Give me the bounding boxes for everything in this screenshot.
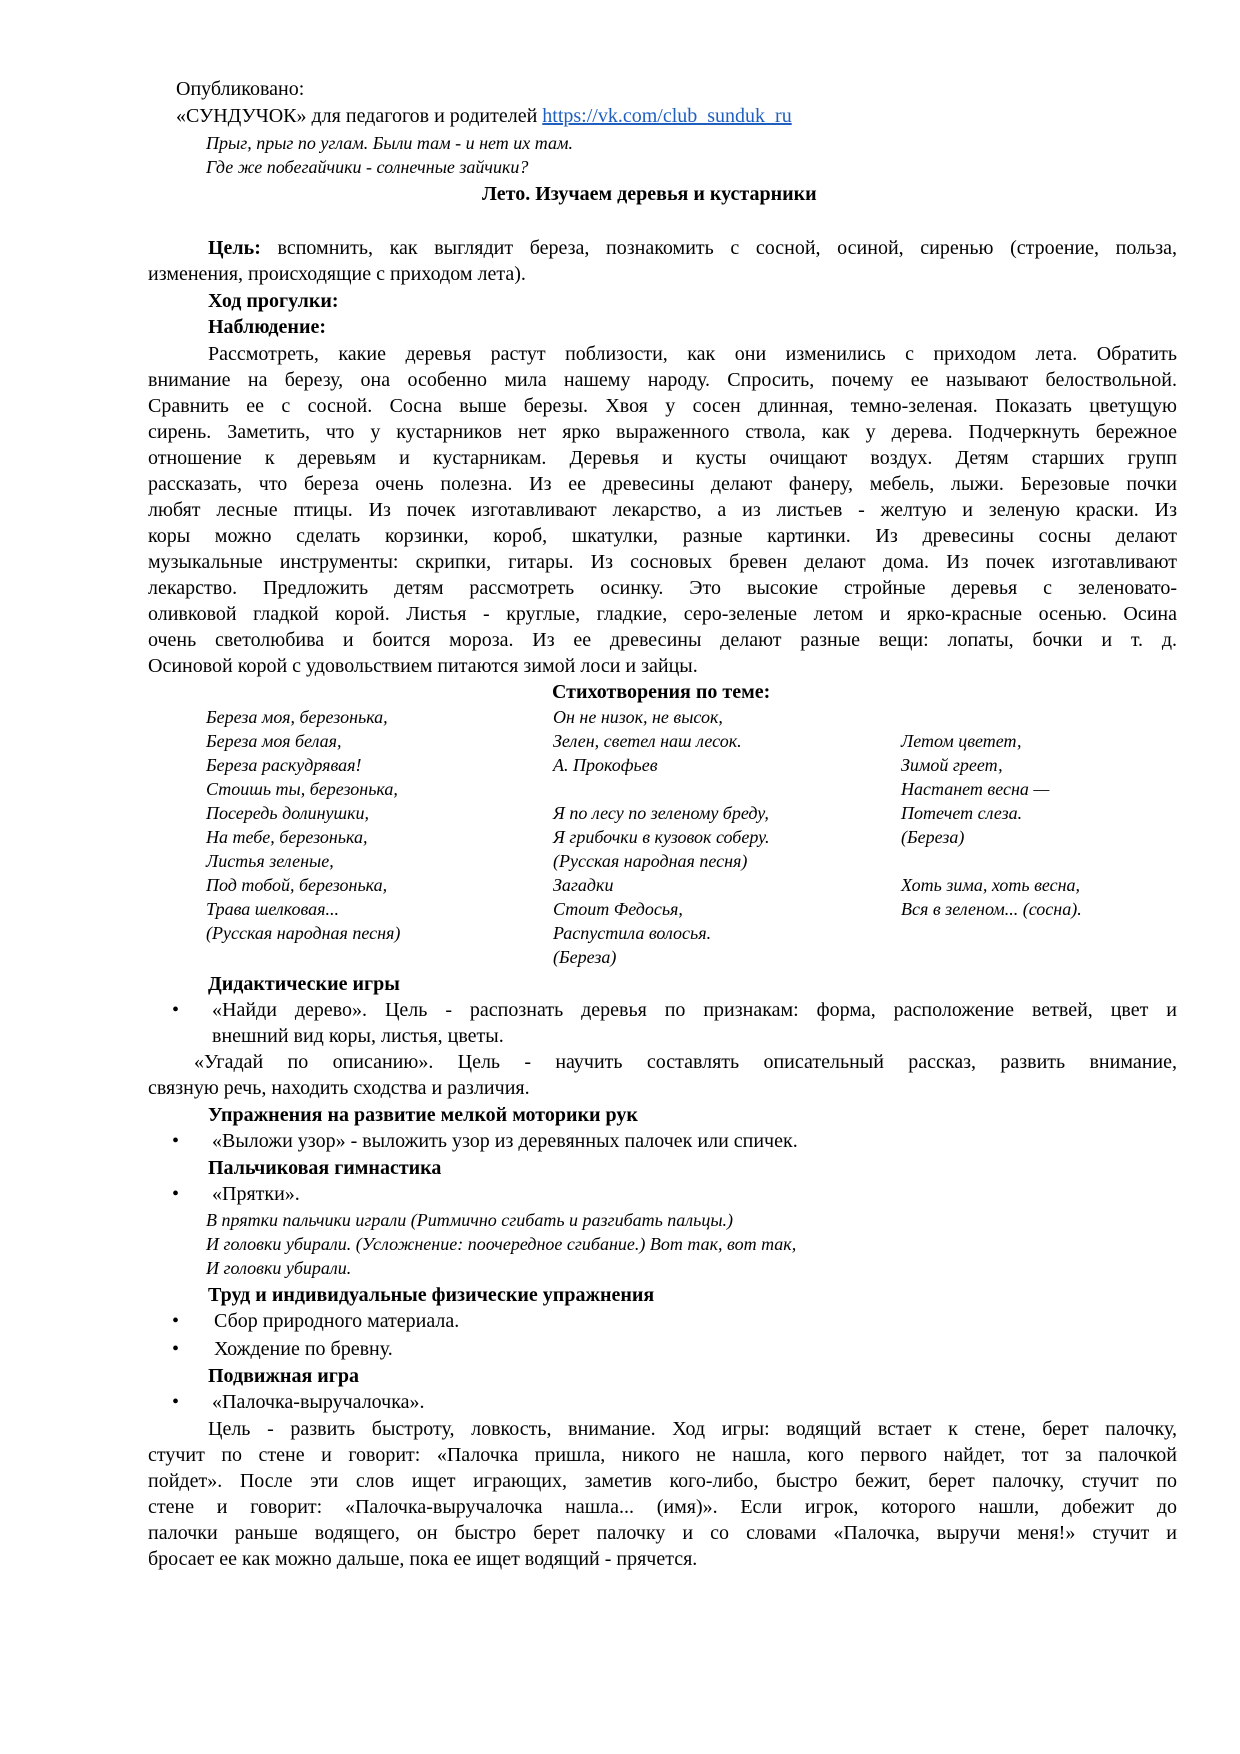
labor-item: Хождение по бревну. [214, 1338, 393, 1360]
goal-text-1: вспомнить, как выглядит береза, познакомить с сосной, осиной, сиренью (строение, польза, [277, 237, 1177, 259]
finger-line: В прятки пальчики играли (Ритмично сгибать и разгибать пальцы.) [206, 1210, 734, 1230]
finger-heading: Пальчиковая гимнастика [208, 1157, 442, 1179]
poem-line: Я грибочки в кузовок соберу. [553, 827, 770, 847]
observation-heading: Наблюдение: [208, 316, 326, 338]
bullet-icon: • [172, 999, 180, 1021]
poem-line: Листья зеленые, [206, 851, 334, 871]
poem-line: На тебе, березонька, [206, 827, 368, 847]
observation-line: очень светолюбива и боится мороза. Из ее древесины делают разные вещи: лопаты, бочки и т. д. [148, 629, 1177, 651]
poem-line: Зелен, светел наш лесок. [553, 731, 742, 751]
labor-heading: Труд и индивидуальные физические упражнения [208, 1284, 655, 1306]
observation-line: коры можно сделать корзинки, короб, шкатулки, разные картинки. Из древесины сосны делают [148, 525, 1177, 547]
poem-line: Он не низок, не высок, [553, 707, 723, 727]
poems-heading: Стихотворения по теме: [552, 681, 771, 703]
source-link[interactable]: https://vk.com/club_sunduk_ru [542, 105, 792, 127]
poem-line: Распустила волосья. [553, 923, 712, 943]
published-label: Опубликовано: [176, 78, 305, 100]
riddle-answer: (Береза) [901, 827, 965, 847]
game-line: палочки раньше водящего, он быстро берет палочку и со словами «Палочка, выручи меня!» стучит и [148, 1522, 1177, 1544]
observation-line: Рассмотреть, какие деревья растут поблизости, как они изменились с приходом лета. Обратить [208, 343, 1177, 365]
observation-line: отношение к деревьям и кустарникам. Деревья и кусты очищают воздух. Детям старших групп [148, 447, 1177, 469]
page-title: Лето. Изучаем деревья и кустарники [482, 183, 817, 205]
observation-line: оливковой гладкой корой. Листья - круглые, гладкие, серо-зеленые летом и ярко-красные осенью. Осина [148, 603, 1177, 625]
motor-item: «Выложи узор» - выложить узор из деревянных палочек или спичек. [212, 1130, 798, 1152]
game-line: бросает ее как можно дальше, пока ее ищет водящий - прячется. [148, 1548, 698, 1570]
poem-line: Стоит Федосья, [553, 899, 683, 919]
game-line: стене и говорит: «Палочка-выручалочка нашла... (имя)». Если игрок, которого нашли, добежит до [148, 1496, 1177, 1518]
bullet-icon: • [172, 1130, 180, 1152]
observation-line: лекарство. Предложить детям рассмотреть осинку. Это высокие стройные деревья с зеленовато- [148, 577, 1177, 599]
observation-line: сирень. Заметить, что у кустарников нет ярко выраженного ствола, как у дерева. Подчеркнуть бережное [148, 421, 1177, 443]
poem-line: Я по лесу по зеленому бреду, [553, 803, 769, 823]
riddle-line-1: Прыг, прыг по углам. Были там - и нет их там. [206, 133, 573, 153]
poem-line: Посередь долинушки, [206, 803, 370, 823]
poem-line: Стоишь ты, березонька, [206, 779, 398, 799]
poem-line: Под тобой, березонька, [206, 875, 388, 895]
poem-source: (Русская народная песня) [553, 851, 748, 871]
poem-line: Вся в зеленом... (сосна). [901, 899, 1082, 919]
goal-line-2: изменения, происходящие с приходом лета). [148, 263, 526, 285]
poem-line: Настанет весна — [901, 779, 1050, 799]
observation-line: Осиновой корой с удовольствием питаются зимой лоси и зайцы. [148, 655, 698, 677]
observation-line: музыкальные инструменты: скрипки, гитары. Из сосновых бревен делают дома. Из почек изготавливают [148, 551, 1177, 573]
finger-item: «Прятки». [212, 1183, 300, 1205]
riddles-label: Загадки [553, 875, 614, 895]
didactic-item-line-1: «Найди дерево». Цель - распознать деревья по признакам: форма, расположение ветвей, цвет и [212, 999, 1177, 1021]
bullet-icon: • [172, 1391, 180, 1413]
game-heading: Подвижная игра [208, 1365, 359, 1387]
observation-line: рассказать, что береза очень полезна. Из ее древесины делают фанеру, мебель, лыжи. Березовые почки [148, 473, 1177, 495]
didactic-item-line-2: внешний вид коры, листья, цветы. [212, 1025, 504, 1047]
goal-label: Цель: [208, 237, 261, 259]
poem-line: Береза моя белая, [206, 731, 342, 751]
poem-author: А. Прокофьев [553, 755, 658, 775]
poem-line: Хоть зима, хоть весна, [901, 875, 1081, 895]
finger-line: И головки убирали. [206, 1258, 352, 1278]
game-line: Цель - развить быстроту, ловкость, внимание. Ход игры: водящий встает к стене, берет палочку, [208, 1418, 1177, 1440]
goal-line-1 [208, 235, 1177, 261]
observation-line: любят лесные птицы. Из почек изготавливают лекарство, а из листьев - желтую и зеленую краски. Из [148, 499, 1177, 521]
poem-line: Летом цветет, [901, 731, 1022, 751]
didactic-heading: Дидактические игры [208, 973, 400, 995]
observation-line: Сравнить ее с сосной. Сосна выше березы. Хвоя у сосен длинная, темно-зеленая. Показать цветущую [148, 395, 1177, 417]
finger-line: И головки убирали. (Усложнение: поочередное сгибание.) Вот так, вот так, [206, 1234, 797, 1254]
motor-heading: Упражнения на развитие мелкой моторики рук [208, 1104, 638, 1126]
labor-item: Сбор природного материала. [214, 1310, 460, 1332]
riddle-answer: (Береза) [553, 947, 617, 967]
bullet-icon: • [172, 1183, 180, 1205]
game-line: стучит по стене и говорит: «Палочка пришла, никого не нашла, кого первого найдет, тот за палочкой [148, 1444, 1177, 1466]
bullet-icon: • [172, 1338, 180, 1360]
game-item: «Палочка-выручалочка». [212, 1391, 425, 1413]
poem-line: (Русская народная песня) [206, 923, 401, 943]
poem-line: Береза раскудрявая! [206, 755, 362, 775]
poem-line: Трава шелковая... [206, 899, 340, 919]
source-text: «СУНДУЧОК» для педагогов и родителей [176, 105, 538, 127]
bullet-icon: • [172, 1310, 180, 1332]
poem-line: Зимой греет, [901, 755, 1003, 775]
walk-heading: Ход прогулки: [208, 290, 339, 312]
observation-line: внимание на березу, она особенно мила нашему народу. Спросить, почему ее называют белоствольной. [148, 369, 1177, 391]
poem-line: Береза моя, березонька, [206, 707, 388, 727]
riddle-line-2: Где же побегайчики - солнечные зайчики? [206, 157, 529, 177]
source-line [176, 103, 792, 129]
game-line: пойдет». После эти слов ищет играющих, заметив кого-либо, быстро бежит, берет палочку, стучит по [148, 1470, 1177, 1492]
guess-line-1: «Угадай по описанию». Цель - научить составлять описательный рассказ, развить внимание, [194, 1051, 1177, 1073]
poem-line: Потечет слеза. [901, 803, 1023, 823]
guess-line-2: связную речь, находить сходства и различия. [148, 1077, 530, 1099]
